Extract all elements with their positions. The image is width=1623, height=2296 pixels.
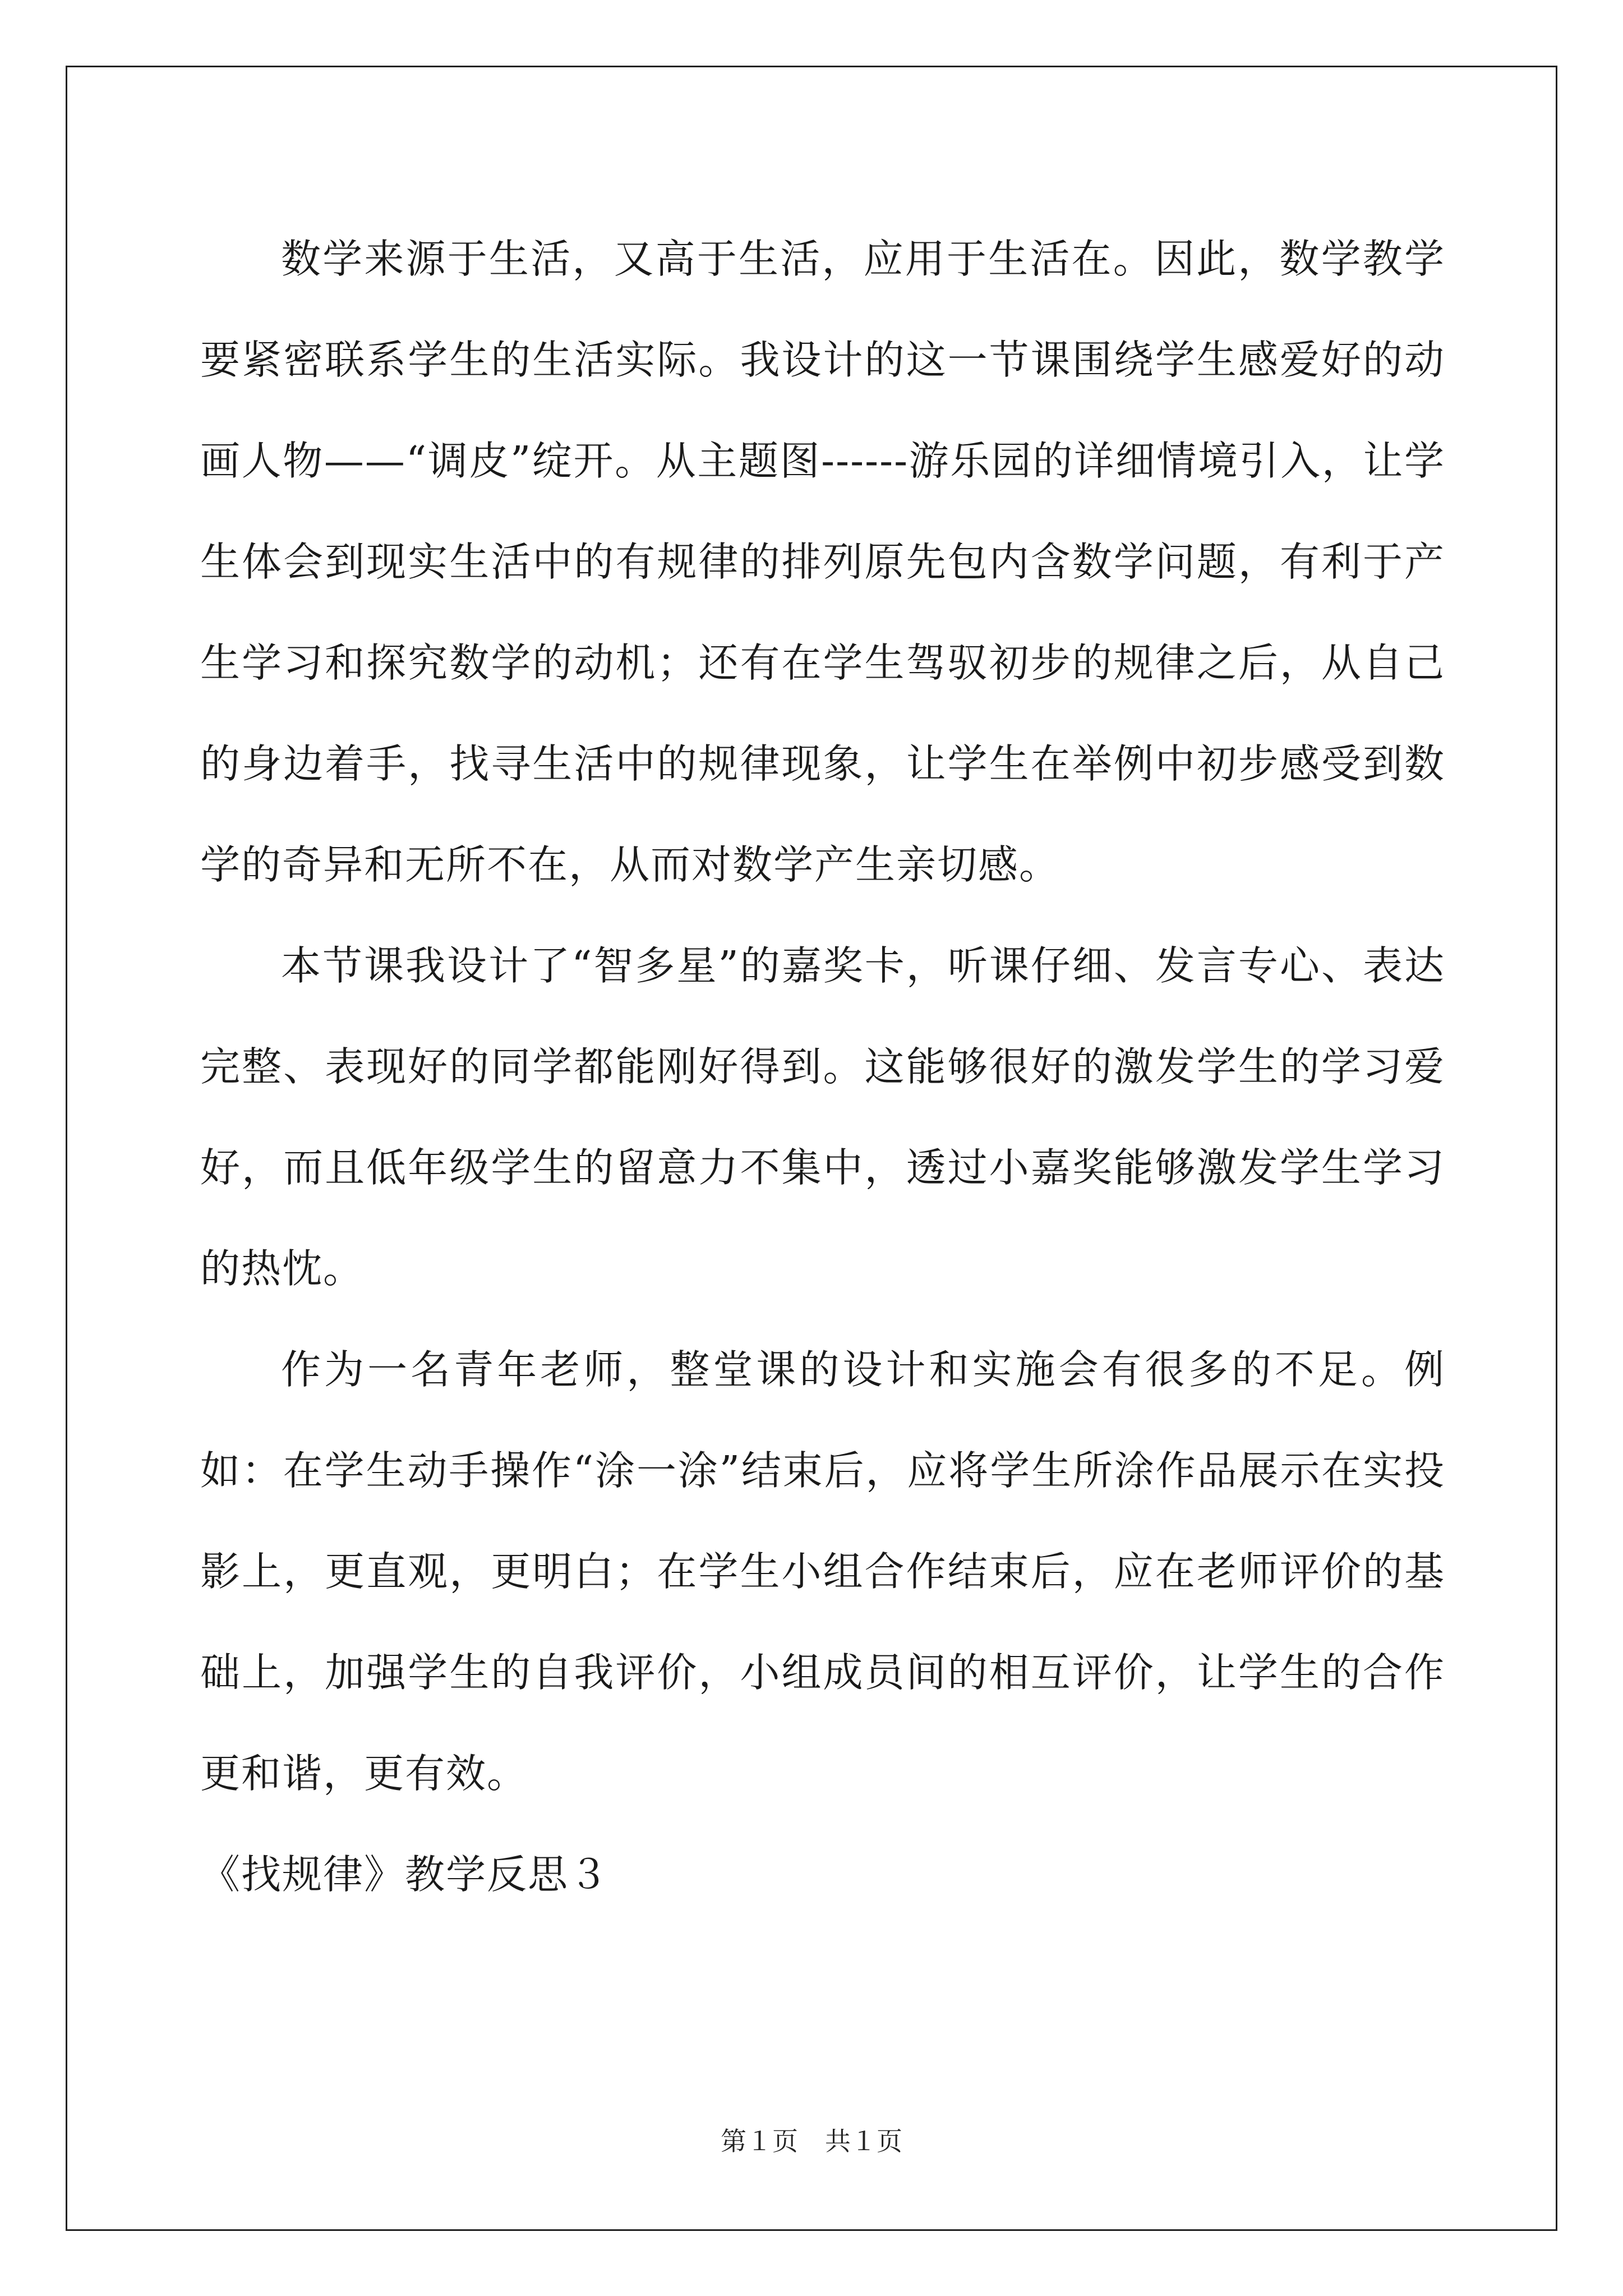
document-body — [200, 209, 1445, 1925]
page-total: 共１页 — [825, 2127, 902, 2156]
section-heading: 《找规律》教学反思３ — [200, 1851, 610, 1898]
page-footer — [0, 2125, 1623, 2159]
page-number: 第１页 — [721, 2127, 798, 2156]
paragraph-2: 本节课我设计了“智多星”的嘉奖卡，听课仔细、发言专心、表达完整、表现好的同学都能刚好得到。这能够很好的激发学生的学习爱好，而且低年级学生的留意力不集中，透过小嘉奖能够激发学生学习的热忱。 — [200, 942, 1445, 1292]
paragraph-1: 数学来源于生活，又高于生活，应用于生活在。因此，数学教学要紧密联系学生的生活实际。我设计的这一节课围绕学生感爱好的动画人物——“调皮”绽开。从主题图------游乐园的详细情境引入，让学生体会到现实生活中的有规律的排列原先包内含数学问题，有利于产生学习和探究数学的动机；还有在学生驾驭初步的规律之后，从自己的身边着手，找寻生活中的规律现象，让学生在举例中初步感受到数学的奇异和无所不在，从而对数学产生亲切感。 — [200, 236, 1445, 888]
paragraph-3: 作为一名青年老师，整堂课的设计和实施会有很多的不足。例如：在学生动手操作“涂一涂”结束后，应将学生所涂作品展示在实投影上，更直观，更明白；在学生小组合作结束后，应在老师评价的基础上，加强学生的自我评价，小组成员间的相互评价，让学生的合作更和谐，更有效。 — [200, 1346, 1445, 1797]
